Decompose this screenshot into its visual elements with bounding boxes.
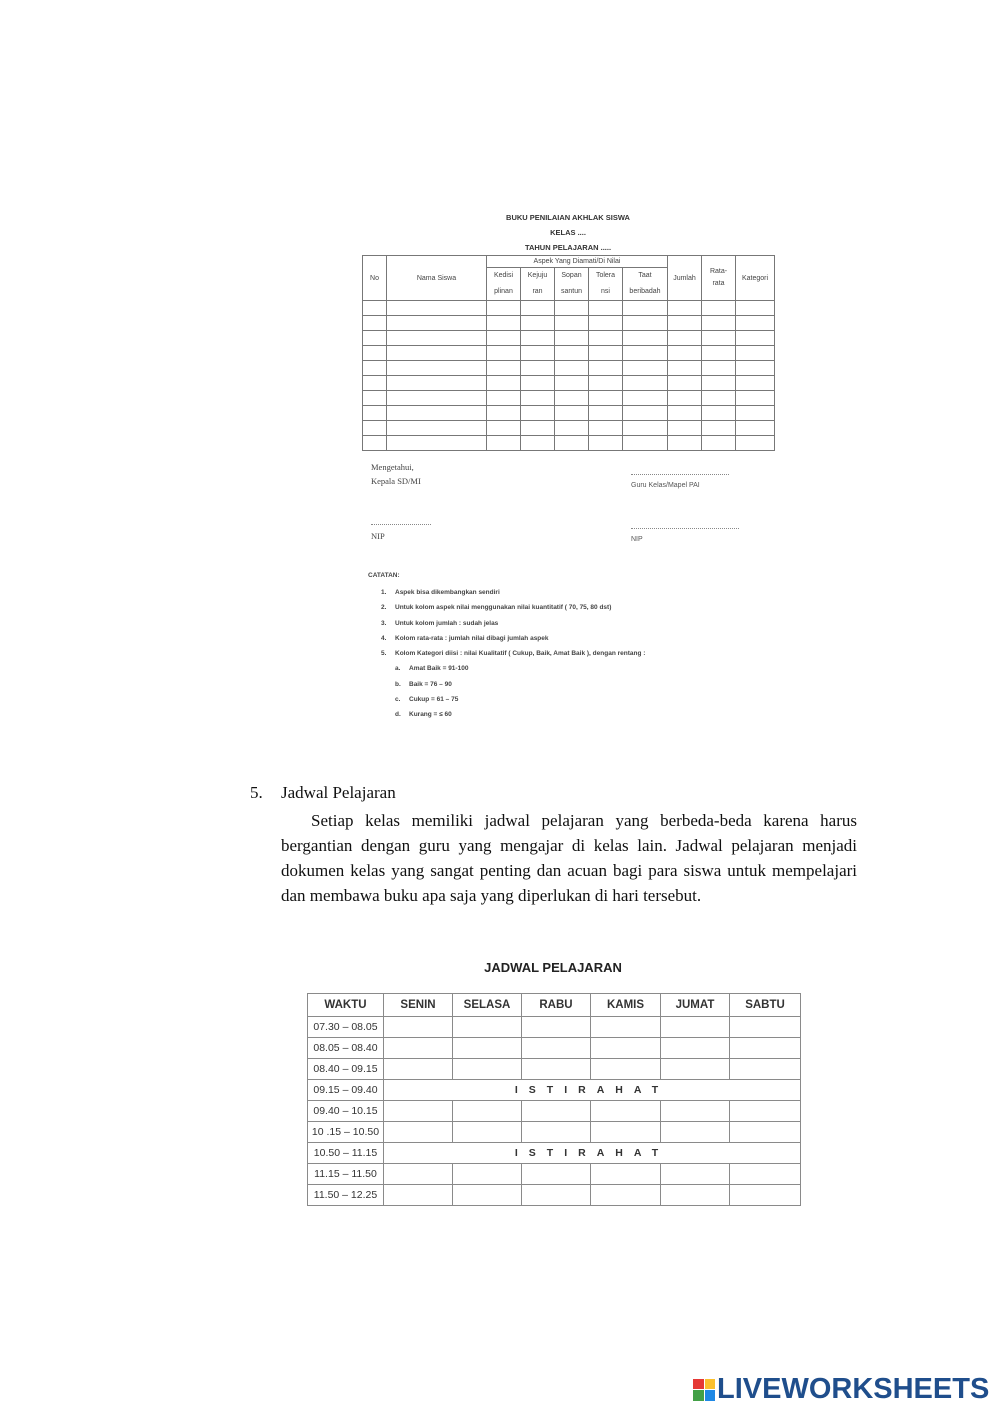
akhlak-cell[interactable]	[363, 346, 387, 361]
jadwal-row	[308, 1101, 801, 1122]
akhlak-cell[interactable]	[521, 301, 555, 316]
akhlak-cell[interactable]	[363, 301, 387, 316]
jadwal-istirahat-cell: ISTIRAHAT	[384, 1080, 801, 1101]
akhlak-cell[interactable]	[736, 391, 775, 406]
catatan-item-text: Kolom Kategori diisi : nilai Kualitatif ( Cukup, Baik, Amat Baik ), dengan rentang :	[395, 650, 646, 658]
akhlak-cell[interactable]	[387, 436, 487, 451]
catatan-item	[368, 585, 645, 600]
akhlak-cell[interactable]	[702, 361, 736, 376]
jadwal-slot-cell[interactable]	[384, 1017, 453, 1038]
akhlak-cell[interactable]	[387, 346, 487, 361]
akhlak-row	[363, 301, 775, 316]
jadwal-slot-cell[interactable]	[522, 1185, 591, 1206]
header-no: No	[363, 256, 387, 301]
mengetahui-label: Mengetahui,	[371, 462, 414, 472]
jadwal-slot-cell[interactable]	[453, 1185, 522, 1206]
jadwal-slot-cell[interactable]	[591, 1101, 661, 1122]
akhlak-cell[interactable]	[668, 346, 702, 361]
akhlak-cell[interactable]	[363, 421, 387, 436]
catatan-item-text: Kolom rata-rata : jumlah nilai dibagi jumlah aspek	[395, 634, 549, 642]
akhlak-cell[interactable]	[736, 346, 775, 361]
akhlak-cell[interactable]	[702, 316, 736, 331]
jadwal-slot-cell[interactable]	[453, 1038, 522, 1059]
jadwal-time-cell: 08.05 – 08.40	[308, 1038, 384, 1059]
akhlak-cell[interactable]	[363, 331, 387, 346]
catatan-item	[368, 616, 645, 631]
header-kategori: Kategori	[736, 256, 775, 301]
jadwal-slot-cell[interactable]	[384, 1122, 453, 1143]
akhlak-cell[interactable]	[589, 436, 623, 451]
akhlak-cell[interactable]	[387, 301, 487, 316]
akhlak-cell[interactable]	[387, 391, 487, 406]
section-number: 5.	[250, 783, 263, 802]
akhlak-cell[interactable]	[387, 331, 487, 346]
jadwal-slot-cell[interactable]	[384, 1185, 453, 1206]
akhlak-row	[363, 376, 775, 391]
jadwal-time-cell: 11.50 – 12.25	[308, 1185, 384, 1206]
akhlak-row	[363, 421, 775, 436]
akhlak-cell[interactable]	[363, 391, 387, 406]
akhlak-cell[interactable]	[589, 391, 623, 406]
akhlak-cell[interactable]	[487, 301, 521, 316]
catatan-item-num: 3.	[381, 619, 387, 627]
jadwal-row	[308, 1122, 801, 1143]
akhlak-cell[interactable]	[487, 391, 521, 406]
jadwal-time-cell: 08.40 – 09.15	[308, 1059, 384, 1080]
akhlak-cell[interactable]	[736, 406, 775, 421]
akhlak-cell[interactable]	[668, 406, 702, 421]
jadwal-header-senin: SENIN	[384, 994, 453, 1017]
section-paragraph	[281, 808, 857, 908]
catatan-item	[368, 600, 645, 615]
akhlak-cell[interactable]	[623, 406, 668, 421]
akhlak-row	[363, 436, 775, 451]
header-aspek-taat-beribadah: Taat beribadah	[623, 268, 668, 301]
catatan-item-text: Untuk kolom jumlah : sudah jelas	[395, 619, 499, 627]
jadwal-header-rabu: RABU	[522, 994, 591, 1017]
jadwal-slot-cell[interactable]	[591, 1122, 661, 1143]
akhlak-table	[362, 255, 775, 451]
akhlak-cell[interactable]	[387, 361, 487, 376]
header-nama-siswa: Nama Siswa	[387, 256, 487, 301]
akhlak-cell[interactable]	[736, 331, 775, 346]
catatan-subitem	[368, 707, 645, 722]
catatan-item	[368, 646, 645, 661]
section-title: Jadwal Pelajaran	[281, 783, 396, 802]
logo-square-icon	[705, 1390, 716, 1401]
jadwal-slot-cell[interactable]	[522, 1164, 591, 1185]
jadwal-time-cell: 11.15 – 11.50	[308, 1164, 384, 1185]
akhlak-cell[interactable]	[521, 376, 555, 391]
akhlak-cell[interactable]	[736, 316, 775, 331]
akhlak-cell[interactable]	[668, 301, 702, 316]
akhlak-cell[interactable]	[623, 391, 668, 406]
jadwal-slot-cell[interactable]	[591, 1059, 661, 1080]
jadwal-break-row	[308, 1143, 801, 1164]
jadwal-istirahat-cell: ISTIRAHAT	[384, 1143, 801, 1164]
liveworksheets-logo	[693, 1373, 989, 1406]
jadwal-time-cell: 10 .15 – 10.50	[308, 1122, 384, 1143]
jadwal-slot-cell[interactable]	[661, 1038, 730, 1059]
akhlak-row	[363, 346, 775, 361]
jadwal-slot-cell[interactable]	[730, 1101, 801, 1122]
akhlak-cell[interactable]	[487, 346, 521, 361]
logo-square-icon	[705, 1379, 716, 1390]
jadwal-slot-cell[interactable]	[730, 1122, 801, 1143]
akhlak-cell[interactable]	[589, 301, 623, 316]
logo-square-icon	[693, 1390, 704, 1401]
logo-square-icon	[693, 1379, 704, 1390]
jadwal-slot-cell[interactable]	[661, 1059, 730, 1080]
akhlak-cell[interactable]	[702, 391, 736, 406]
akhlak-cell[interactable]	[363, 361, 387, 376]
jadwal-slot-cell[interactable]	[591, 1185, 661, 1206]
jadwal-slot-cell[interactable]	[522, 1059, 591, 1080]
jadwal-slot-cell[interactable]	[730, 1017, 801, 1038]
header-aspek-kejujuran: Kejuju ran	[521, 268, 555, 301]
akhlak-cell[interactable]	[555, 376, 589, 391]
jadwal-slot-cell[interactable]	[453, 1059, 522, 1080]
header-rata-rata: Rata- rata	[702, 256, 736, 301]
akhlak-cell[interactable]	[702, 436, 736, 451]
akhlak-cell[interactable]	[702, 421, 736, 436]
catatan-subitem-num: d.	[395, 711, 401, 719]
jadwal-slot-cell[interactable]	[661, 1185, 730, 1206]
akhlak-cell[interactable]	[589, 376, 623, 391]
catatan-item-num: 5.	[381, 650, 387, 658]
akhlak-cell[interactable]	[668, 361, 702, 376]
akhlak-cell[interactable]	[521, 316, 555, 331]
akhlak-cell[interactable]	[487, 331, 521, 346]
jadwal-header-selasa: SELASA	[453, 994, 522, 1017]
kepala-label: Kepala SD/MI	[371, 476, 421, 486]
akhlak-cell[interactable]	[736, 436, 775, 451]
catatan-subitem	[368, 677, 645, 692]
catatan-subitem-text: Cukup = 61 – 75	[409, 696, 459, 704]
catatan-subitem-text: Amat Baik = 91-100	[409, 665, 469, 673]
catatan-title: CATATAN:	[368, 572, 400, 579]
jadwal-table	[307, 993, 801, 1206]
akhlak-cell[interactable]	[555, 331, 589, 346]
akhlak-cell[interactable]	[589, 421, 623, 436]
akhlak-cell[interactable]	[521, 346, 555, 361]
jadwal-slot-cell[interactable]	[730, 1038, 801, 1059]
akhlak-cell[interactable]	[555, 421, 589, 436]
jadwal-slot-cell[interactable]	[661, 1101, 730, 1122]
akhlak-cell[interactable]	[521, 331, 555, 346]
akhlak-cell[interactable]	[702, 346, 736, 361]
akhlak-cell[interactable]	[668, 376, 702, 391]
akhlak-cell[interactable]	[623, 421, 668, 436]
akhlak-cell[interactable]	[623, 376, 668, 391]
jadwal-time-cell: 09.15 – 09.40	[308, 1080, 384, 1101]
nip-left-label: NIP	[371, 531, 385, 541]
akhlak-cell[interactable]	[702, 406, 736, 421]
jadwal-time-cell: 07.30 – 08.05	[308, 1017, 384, 1038]
akhlak-cell[interactable]	[702, 331, 736, 346]
akhlak-form-kelas: KELAS ....	[550, 228, 586, 237]
jadwal-slot-cell[interactable]	[384, 1101, 453, 1122]
jadwal-slot-cell[interactable]	[591, 1038, 661, 1059]
akhlak-cell[interactable]	[363, 376, 387, 391]
akhlak-cell[interactable]	[487, 316, 521, 331]
akhlak-cell[interactable]	[736, 376, 775, 391]
jadwal-header-kamis: KAMIS	[591, 994, 661, 1017]
guru-label: Guru Kelas/Mapel PAI	[631, 482, 700, 489]
jadwal-slot-cell[interactable]	[661, 1017, 730, 1038]
akhlak-cell[interactable]	[702, 376, 736, 391]
akhlak-cell[interactable]	[487, 421, 521, 436]
akhlak-cell[interactable]	[668, 391, 702, 406]
header-aspek-kedisiplinan: Kedisi plinan	[487, 268, 521, 301]
akhlak-cell[interactable]	[736, 301, 775, 316]
akhlak-cell[interactable]	[387, 376, 487, 391]
catatan-subitem-num: b.	[395, 680, 401, 688]
jadwal-slot-cell[interactable]	[591, 1164, 661, 1185]
akhlak-cell[interactable]	[623, 436, 668, 451]
akhlak-cell[interactable]	[736, 421, 775, 436]
jadwal-slot-cell[interactable]	[522, 1122, 591, 1143]
jadwal-title: JADWAL PELAJARAN	[484, 960, 622, 975]
section-paragraph-text: Setiap kelas memiliki jadwal pelajaran yang berbeda-beda karena harus bergantian dengan guru yang mengajar di kelas lain. Jadwal pelajaran menjadi dokumen kelas yang sangat penting dan acuan bagi para siswa untuk mempelajari dan membawa buku apa saja yang diperlukan di hari tersebut.	[281, 811, 857, 905]
jadwal-header-jumat: JUMAT	[661, 994, 730, 1017]
jadwal-time-cell: 09.40 – 10.15	[308, 1101, 384, 1122]
akhlak-cell[interactable]	[555, 391, 589, 406]
header-aspek-sopan-santun: Sopan santun	[555, 268, 589, 301]
catatan-item-num: 2.	[381, 604, 387, 612]
akhlak-cell[interactable]	[487, 406, 521, 421]
akhlak-cell[interactable]	[521, 391, 555, 406]
jadwal-slot-cell[interactable]	[453, 1164, 522, 1185]
akhlak-cell[interactable]	[702, 301, 736, 316]
akhlak-form-titles	[362, 210, 774, 255]
jadwal-break-row	[308, 1080, 801, 1101]
akhlak-cell[interactable]	[555, 301, 589, 316]
jadwal-slot-cell[interactable]	[522, 1038, 591, 1059]
catatan-subitem-text: Kurang = ≤ 60	[409, 711, 452, 719]
jadwal-slot-cell[interactable]	[591, 1017, 661, 1038]
catatan-item-text: Aspek bisa dikembangkan sendiri	[395, 589, 500, 596]
jadwal-slot-cell[interactable]	[384, 1164, 453, 1185]
akhlak-form-title: BUKU PENILAIAN AKHLAK SISWA	[506, 213, 630, 222]
akhlak-cell[interactable]	[387, 421, 487, 436]
jadwal-row	[308, 1017, 801, 1038]
akhlak-cell[interactable]	[668, 421, 702, 436]
catatan-item-text: Untuk kolom aspek nilai menggunakan nilai kuantitatif ( 70, 75, 80 dst)	[395, 604, 612, 612]
akhlak-cell[interactable]	[555, 316, 589, 331]
jadwal-slot-cell[interactable]	[522, 1017, 591, 1038]
akhlak-cell[interactable]	[623, 346, 668, 361]
jadwal-slot-cell[interactable]	[730, 1164, 801, 1185]
akhlak-cell[interactable]	[668, 436, 702, 451]
akhlak-cell[interactable]	[521, 421, 555, 436]
header-jumlah: Jumlah	[668, 256, 702, 301]
akhlak-row	[363, 391, 775, 406]
header-aspek-toleransi: Tolera nsi	[589, 268, 623, 301]
akhlak-cell[interactable]	[589, 346, 623, 361]
jadwal-slot-cell[interactable]	[453, 1017, 522, 1038]
akhlak-cell[interactable]	[668, 331, 702, 346]
jadwal-slot-cell[interactable]	[661, 1122, 730, 1143]
catatan-subitem	[368, 661, 645, 676]
header-aspek-group: Aspek Yang Diamati/Di Nilai	[487, 256, 668, 268]
akhlak-cell[interactable]	[487, 361, 521, 376]
jadwal-header-waktu: WAKTU	[308, 994, 384, 1017]
akhlak-cell[interactable]	[487, 376, 521, 391]
akhlak-cell[interactable]	[363, 316, 387, 331]
jadwal-row	[308, 1038, 801, 1059]
catatan-block	[368, 572, 645, 723]
akhlak-cell[interactable]	[589, 316, 623, 331]
akhlak-cell[interactable]	[623, 361, 668, 376]
akhlak-cell[interactable]	[623, 301, 668, 316]
liveworksheets-logo-text: LIVEWORKSHEETS	[717, 1373, 990, 1405]
jadwal-row	[308, 1059, 801, 1080]
akhlak-cell[interactable]	[521, 406, 555, 421]
akhlak-cell[interactable]	[387, 316, 487, 331]
akhlak-row	[363, 331, 775, 346]
signature-line-nip-right	[631, 527, 739, 529]
akhlak-row	[363, 316, 775, 331]
jadwal-time-cell: 10.50 – 11.15	[308, 1143, 384, 1164]
akhlak-row	[363, 361, 775, 376]
jadwal-row	[308, 1164, 801, 1185]
jadwal-slot-cell[interactable]	[522, 1101, 591, 1122]
catatan-item-num: 1.	[381, 589, 387, 596]
catatan-item-num: 4.	[381, 634, 387, 642]
jadwal-slot-cell[interactable]	[384, 1038, 453, 1059]
akhlak-cell[interactable]	[589, 406, 623, 421]
catatan-subitem-num: c.	[395, 696, 401, 704]
akhlak-cell[interactable]	[521, 361, 555, 376]
akhlak-cell[interactable]	[555, 436, 589, 451]
akhlak-cell[interactable]	[387, 406, 487, 421]
jadwal-slot-cell[interactable]	[453, 1101, 522, 1122]
akhlak-cell[interactable]	[521, 436, 555, 451]
jadwal-row	[308, 1185, 801, 1206]
jadwal-slot-cell[interactable]	[384, 1059, 453, 1080]
catatan-subitem-num: a.	[395, 665, 401, 673]
signature-line-guru	[631, 473, 729, 475]
jadwal-slot-cell[interactable]	[730, 1185, 801, 1206]
akhlak-cell[interactable]	[555, 406, 589, 421]
jadwal-slot-cell[interactable]	[730, 1059, 801, 1080]
signature-line-kepala	[371, 523, 431, 525]
akhlak-cell[interactable]	[623, 331, 668, 346]
akhlak-cell[interactable]	[555, 346, 589, 361]
nip-right-label: NIP	[631, 536, 643, 543]
akhlak-form-tahun: TAHUN PELAJARAN .....	[524, 243, 612, 252]
akhlak-cell[interactable]	[623, 316, 668, 331]
catatan-subitem-text: Baik = 76 – 90	[409, 680, 452, 688]
akhlak-cell[interactable]	[487, 436, 521, 451]
catatan-item	[368, 631, 645, 646]
akhlak-cell[interactable]	[363, 436, 387, 451]
akhlak-cell[interactable]	[555, 361, 589, 376]
akhlak-cell[interactable]	[736, 361, 775, 376]
akhlak-row	[363, 406, 775, 421]
akhlak-cell[interactable]	[363, 406, 387, 421]
jadwal-slot-cell[interactable]	[453, 1122, 522, 1143]
jadwal-header-sabtu: SABTU	[730, 994, 801, 1017]
liveworksheets-logo-mark-icon	[693, 1379, 715, 1401]
akhlak-cell[interactable]	[589, 331, 623, 346]
jadwal-slot-cell[interactable]	[661, 1164, 730, 1185]
akhlak-cell[interactable]	[589, 361, 623, 376]
akhlak-cell[interactable]	[668, 316, 702, 331]
catatan-subitem	[368, 692, 645, 707]
